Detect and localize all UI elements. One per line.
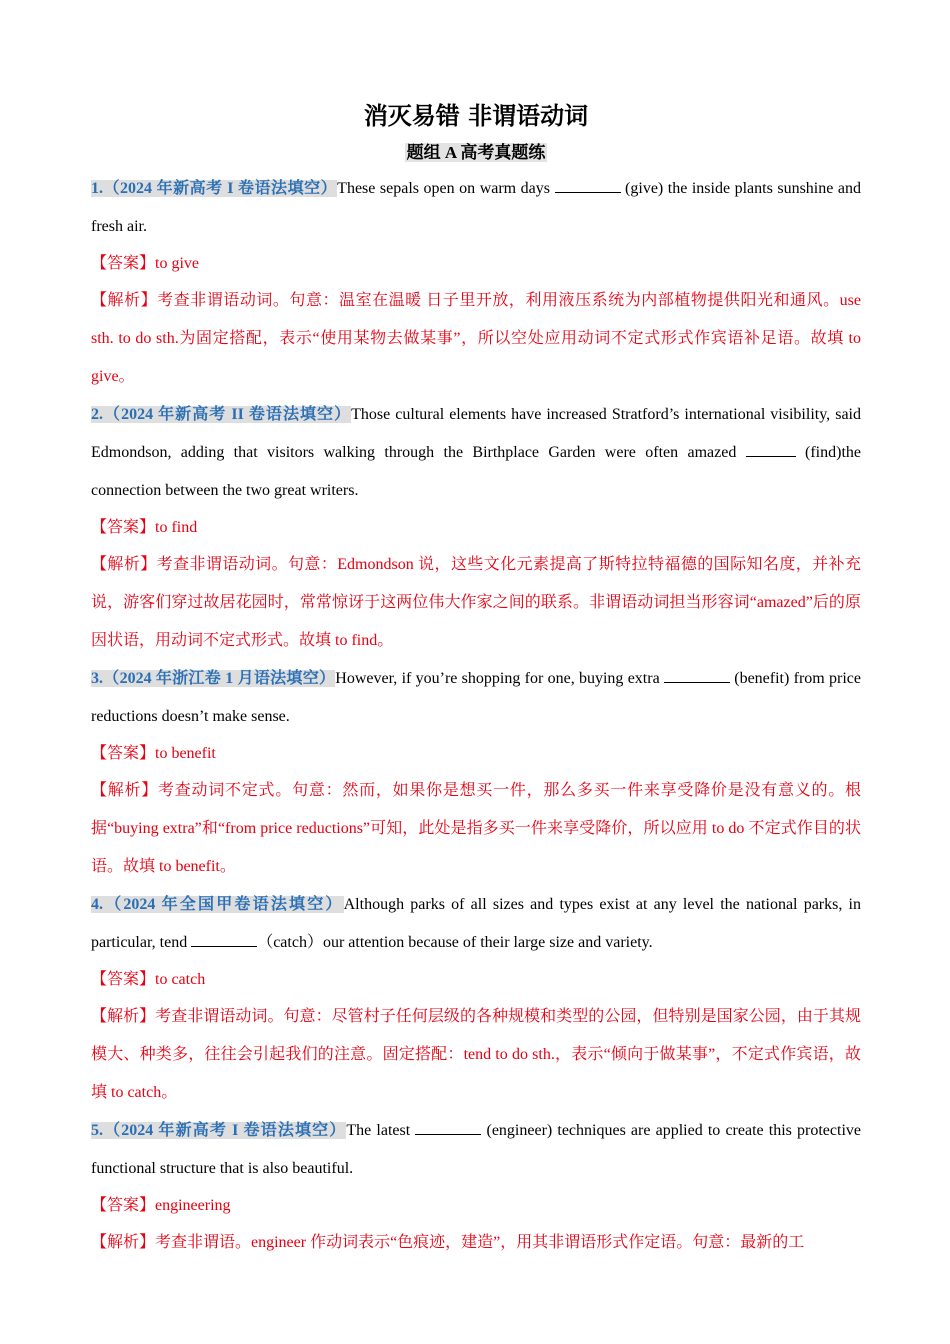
explanation-5: 【解析】考查非谓语。engineer 作动词表示“色痕迹，建造”，用其非谓语形式作定语。句意：最新的工 — [91, 1234, 805, 1251]
question-hint: (find)the connection between the two great writers. — [91, 444, 861, 499]
question-text: The latest — [346, 1122, 416, 1139]
question-2 — [91, 396, 861, 510]
question-hint: （catch）our attention because of their large size and variety. — [257, 934, 653, 951]
question-3 — [91, 660, 861, 736]
question-text: Although parks of all sizes and types exist at any level the national parks, in particular, tend — [91, 896, 861, 951]
question-label: 5.（2024 年新高考 I 卷语法填空） — [91, 1122, 347, 1139]
question-hint: (benefit) from price reductions doesn’t make sense. — [91, 670, 861, 725]
answer-2: 【答案】to find — [91, 519, 198, 536]
answer-4: 【答案】to catch — [91, 971, 206, 988]
question-text: These sepals open on warm days — [337, 180, 555, 197]
question-label: 4.（2024 年全国甲卷语法填空） — [91, 896, 344, 913]
explanation-4: 【解析】考查非谓语动词。句意：尽管村子任何层级的各种规模和类型的公园，但特别是国家公园，由于其规模大、种类多，往往会引起我们的注意。固定搭配：tend to do sth.，表示“倾向于做某事”，不定式作宾语，故填 to catch。 — [91, 1008, 861, 1101]
question-label: 1.（2024 年新高考 I 卷语法填空） — [91, 180, 338, 197]
subtitle-text: 题组 A 高考真题练 — [406, 143, 546, 162]
answer-1: 【答案】to give — [91, 255, 199, 272]
question-label: 3.（2024 年浙江卷 1 月语法填空） — [91, 670, 336, 687]
question-5 — [91, 1112, 861, 1188]
question-text: However, if you’re shopping for one, buying extra — [335, 670, 664, 687]
answer-3: 【答案】to benefit — [91, 745, 216, 762]
question-4 — [91, 886, 861, 962]
question-hint: (give) the inside plants sunshine and fresh air. — [91, 180, 861, 235]
explanation-1: 【解析】考查非谓语动词。句意：温室在温暖 日子里开放，利用液压系统为内部植物提供阳光和通风。use sth. to do sth.为固定搭配，表示“使用某物去做某事”，所以空处应用动词不定式形式作宾语补足语。故填 to give。 — [91, 292, 861, 385]
explanation-2: 【解析】考查非谓语动词。句意：Edmondson 说，这些文化元素提高了斯特拉特福德的国际知名度，并补充说，游客们穿过故居花园时，常常惊讶于这两位伟大作家之间的联系。非谓语动词担当形容词“amazed”后的原因状语，用动词不定式形式。故填 to find。 — [91, 556, 861, 649]
answer-blank — [664, 668, 730, 683]
section-subtitle — [91, 136, 861, 170]
question-label: 2.（2024 年新高考 II 卷语法填空） — [91, 406, 352, 423]
document-page — [91, 96, 861, 1262]
answer-blank — [555, 178, 621, 193]
answer-blank — [415, 1120, 481, 1135]
question-hint: (engineer) techniques are applied to create this protective functional structure that is also beautiful. — [91, 1122, 861, 1177]
answer-5: 【答案】engineering — [91, 1197, 231, 1214]
answer-blank — [746, 442, 796, 457]
question-text: Those cultural elements have increased Stratford’s international visibility, said Edmondson, adding that visitors walking through the Birthplace Garden were often amazed — [91, 406, 861, 461]
question-1 — [91, 170, 861, 246]
page-title: 消灭易错 非谓语动词 — [363, 102, 589, 130]
answer-blank — [191, 932, 257, 947]
explanation-3: 【解析】考查动词不定式。句意：然而，如果你是想买一件，那么多买一件来享受降价是没有意义的。根据“buying extra”和“from price reductions”可知，此处是指多买一件来享受降价，所以应用 to do 不定式作目的状语。故填 to benefit。 — [91, 782, 861, 875]
